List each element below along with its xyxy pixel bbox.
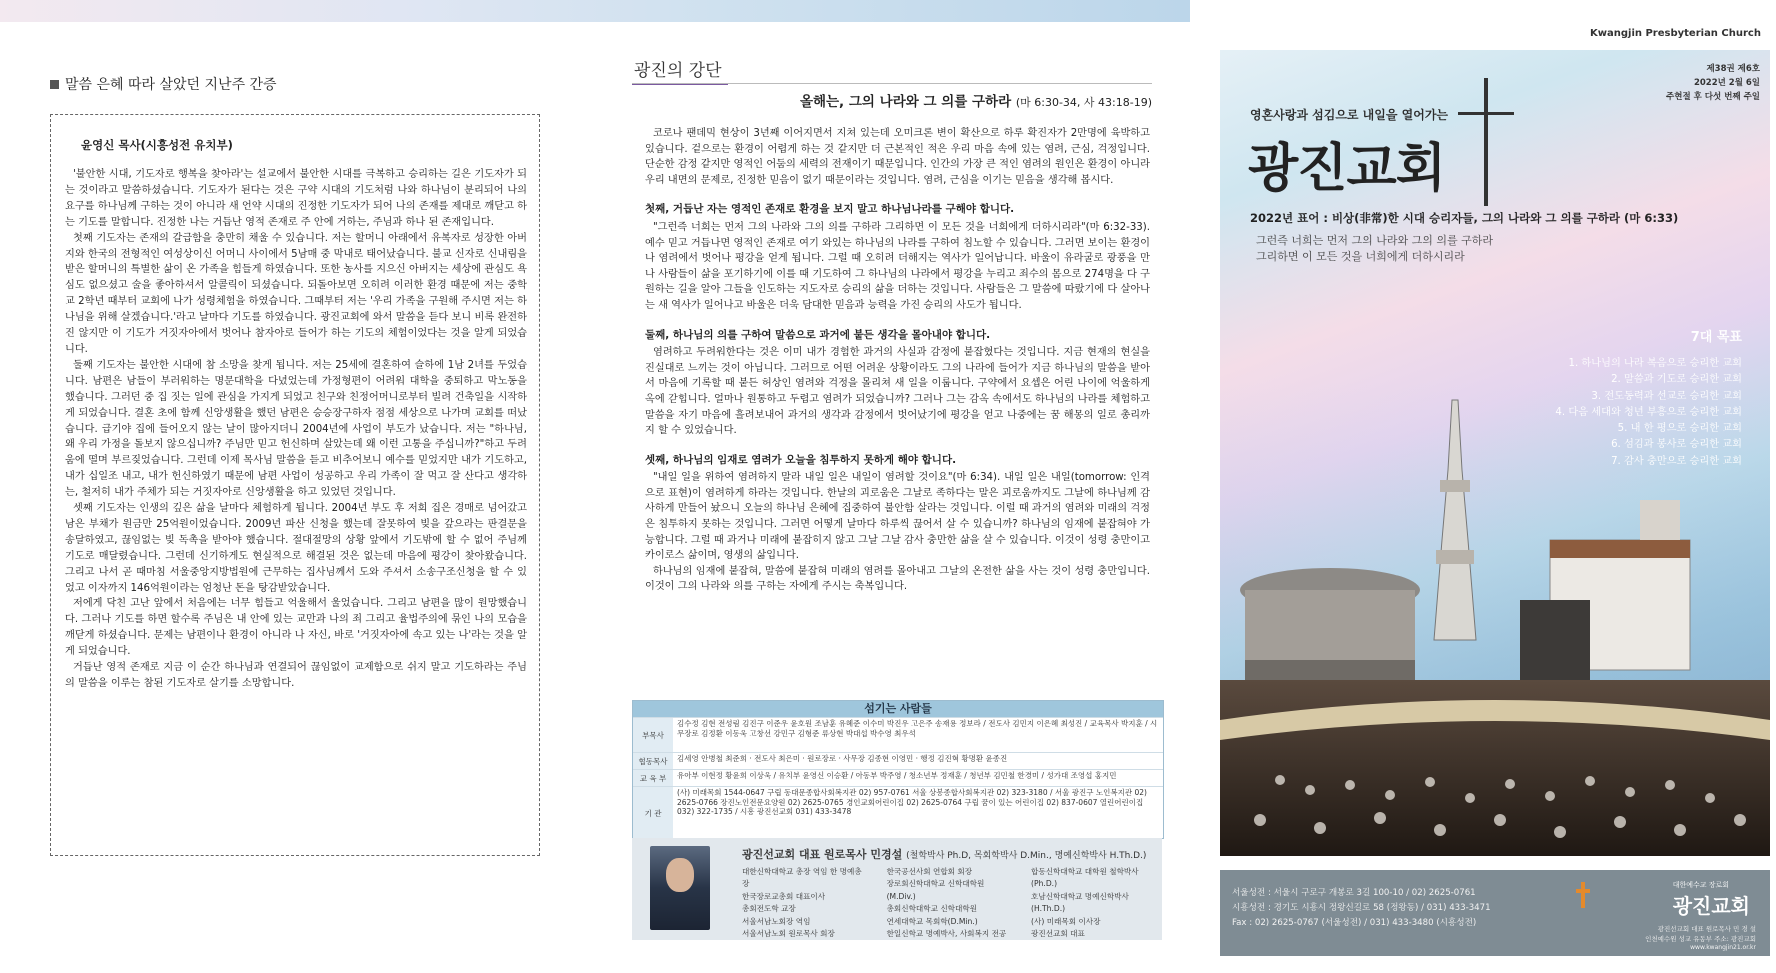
verse-line: 그런즉 너희는 먼저 그의 나라와 그의 의를 구하라 [1256,234,1493,247]
pastor-career-col [887,866,1011,940]
staff-row-value: 유아부 이현정 황윤희 이상욱 / 유치부 윤영신 이승환 / 아동부 박주영 / 청소년부 정재훈 / 청년부 김민철 한경미 / 성가대 조영섭 홍지민 [677,771,1117,780]
career-item: (사) 미래목회 이사장 [1031,916,1101,926]
career-item: 연세대학교 목회학(D.Min.) [886,916,978,926]
sermon-title-text: 올해는, 그의 나라와 그 의를 구하라 [799,94,1012,110]
church-slogan: 영혼사랑과 섬김으로 내일을 열어가는 [1250,108,1449,122]
sermon-point-heading: 둘째, 하나님의 의를 구하여 말씀으로 과거에 붙든 생각을 몰아내야 합니다. [645,328,991,341]
church-name: 광진교회 [1248,139,1445,199]
issue-volume: 제38권 제6호 [1706,64,1760,74]
goal-item: 3. 전도동력과 선교로 승리한 교회 [1591,390,1742,402]
footer-logo-denomination: 대한예수교 장로회 [1672,881,1730,889]
goal-item: 4. 다음 세대와 청년 부흥으로 승리한 교회 [1555,406,1742,418]
testimony-box [50,114,540,856]
staff-row-label: 부목사 [633,718,673,752]
verse-line: 그리하면 이 모든 것을 너희에게 더하시리라 [1256,250,1465,263]
career-item: 광진선교회 대표 [1031,929,1085,939]
career-item: 총회신학대학교 신학대학원 [886,904,978,914]
address-line: 시흥성전 : 경기도 시흥시 정왕신길로 58 (정왕동) / 031) 433-3471 [1232,903,1491,913]
sermon-title [632,90,1152,110]
pastor-name [742,846,1146,862]
issue-info [1666,62,1760,104]
staff-row [633,786,1163,839]
square-bullet-icon [50,80,59,89]
key-verse [1256,233,1493,265]
sermon-point-text: 하나님의 임재에 붙잡혀, 말씀에 붙잡혀 미래의 염려를 몰아내고 그날의 온전한 삶을 사는 것이 성령 충만입니다. 이것이 그의 나라와 의를 구하는 자에게 주시는 축복입니다. [645,565,1150,593]
career-item: 한국공선사회 연합회 회장 [886,867,973,876]
church-addresses [1232,886,1491,931]
sermon-point-text: 염려하고 두려워한다는 것은 이미 내가 경험한 과거의 사실과 감정에 붙잡혔다는 것입니다. 지금 현재의 현실을 진실대로 느끼는 것이 아닙니다. 그러므로 어떤 어려운 상황이라도 그의 나라에 들어가 지금 하나님의 말씀을 받아서 마음에 기록할 때 붙든 허상인 염려와 걱정을 몰리쳐 새 일을 이룹니다. 구약에서 요셉은 어린 나이에 억울하게 옥에 갇힙니다. 얼마나 원통하고 두렵고 염려가 되었습니까? 그러나 그는 감옥 속에서도 하나님의 나라를 체험하고 말씀을 자기 마음에 흘려보내어 과거의 생각과 감정에서 벗어났기에 평강을 얻고 나중에는 꿈 해몽의 일로 총리까지 할 수 있었습니다. [645,347,1150,437]
staff-row-label: 협동목사 [633,753,673,769]
career-item: 서울서남노회장 역임 [742,916,811,926]
career-item: 합동신학대학교 대학원 철학박사(Ph.D.) [1031,867,1139,889]
sermon-point-heading: 첫째, 거듭난 자는 영적인 존재로 환경을 보지 말고 하나님나라를 구해야 합니다. [645,203,1015,216]
cross-icon-bar [1458,112,1514,115]
testimony-paragraph: 셋째 기도자는 인생의 깊은 삶을 날마다 체험하게 됩니다. 2004년 부도 후 저희 집은 경매로 넘어갔고 남은 부채가 원금만 25억원이었습니다. 2009년 파산 신청을 했는데 잘못하여 빚을 갚으라는 판결문을 송달하였고, 끊임없는 빚 독촉을 받아야 했습니다. 절대절망의 상황 앞에서 기도밖에 할 수 없어 주님께 기도로 매달렸습니다. 그런데 신기하게도 현실적으로 해결된 것은 없는데 마음에 평강이 찾아왔습니다. 그리고 나서 곧 때마침 서울중앙지방법원에 근무하는 집사님께서 도와 주셔서 소송구조신청을 할 수 있었고 이자까지 146억원이라는 엄청난 돈을 탕감받았습니다. [65,503,527,594]
career-item: 총회전도학 교장 [742,904,796,914]
sermon-section-title: 광진의 강단 [632,56,728,85]
footer-logo-sub-line: 인천예수원 성교 유동부 주소: 광진교회 [1645,935,1756,943]
staff-row [633,717,1163,752]
career-item: 대한신학대학교 총장 역임 한 명예총장 [742,867,862,889]
staff-row [633,752,1163,769]
pastor-career-col [1031,866,1162,940]
goals-title: 7대 목표 [1690,330,1742,345]
career-item: 한국장로교총회 대표이사 [742,891,826,901]
footer-logo-name: 광진교회 [1672,894,1750,918]
pastor-career [742,866,1162,940]
footer-logo-sub [1645,924,1756,944]
goal-item: 6. 섬김과 봉사로 승리한 교회 [1611,439,1742,451]
goal-item: 5. 내 한 평으로 승리한 교회 [1617,423,1742,435]
staff-row-value: 김세영 안병철 최준희 · 전도사 최은미 · 원로장로 · 사무장 김종현 이영민 · 행정 김진혁 황명환 윤종진 [677,754,1008,763]
pastor-profile [632,838,1162,940]
pastor-career-col [742,866,867,940]
career-item: 장로회신학대학교 신학대학원(M.Div.) [886,879,985,901]
staff-table-title: 섬기는 사람들 [633,701,1163,717]
church-footer [1220,870,1770,956]
sermon-section-header [632,56,1152,85]
staff-row-value: (사) 미래목회 1544-0647 구립 동대문종합사회복지관 02) 957-0761 서울 상봉종합사회복지관 02) 323-3180 / 서울 광진구 노인복지관 02) 2625-0766 장진노인전문요양원 02) 2625-0765 경인교회어린이집 02) 2625-0764 구립 꿈이 있는 어린이집 02) 837-0607 열린어린이집 032) 322-1735 / 시흥 광진선교회 031) 433-3478 [677,788,1147,816]
top-gradient-bar [0,0,1190,22]
goal-item: 1. 하나님의 나라 복음으로 승리한 교회 [1568,358,1742,369]
staff-table [632,700,1164,839]
issue-liturgical-day: 주현절 후 다섯 번째 주일 [1666,92,1760,102]
footer-logo [1673,880,1750,919]
testimony-paragraph: '불안한 시대, 기도자로 행복을 찾아라'는 설교에서 불안한 시대를 극복하고 승리하는 길은 기도자가 되는 것이라고 말씀하셨습니다. 기도자가 된다는 것은 구약 시대의 기도처럼 나와 하나님이 분리되어 나의 요구를 하나님께 구하는 것이 아니라 새 언약 시대의 진정한 기도자가 되어 나의 존재를 제대로 깨닫고 하는 기도를 말합니다. 진정한 나는 거듭난 영적 존재로 주 안에 거하는, 주님과 하나 된 존재입니다. [65,169,527,228]
sermon-point-heading: 셋째, 하나님의 임재로 염려가 오늘을 침투하지 못하게 해야 합니다. [645,453,957,466]
footer-website[interactable]: www.kwangjin21.or.kr [1690,944,1756,951]
career-item: 서울서남노회 원로목사 회장 [742,929,835,939]
goal-item: 2. 말씀과 기도로 승리한 교회 [1611,374,1742,386]
pastor-photo [650,846,710,930]
testimony-body [65,167,527,692]
staff-row-label: 기 관 [633,787,673,839]
divider [632,83,1152,84]
goals-list [1555,356,1742,470]
cover-panel [1220,50,1770,856]
cross-icon [1484,78,1488,206]
goal-item: 7. 감사 충만으로 승리한 교회 [1611,455,1742,467]
footer-logo-sub-line: 광진선교회 대표 원로목사 민 경 설 [1657,925,1756,933]
year-motto: 2022년 표어 : 비상(非常)한 시대 승리자들, 그의 나라와 그 의를 구하라 (마 6:33) [1250,211,1679,225]
career-item: 한일신학교 명예박사, 사회복지 전공 [886,929,1007,939]
church-logo-icon [1576,882,1590,908]
sermon-intro: 코로나 팬데믹 현상이 3년째 이어지면서 지쳐 있는데 오미크론 변이 확산으로 하루 확진자가 2만명에 육박하고 있습니다. 겉으로는 환경이 어렵게 하는 것 같지만 더 근본적인 적은 우리 마음 속에 있는 염려, 근심, 걱정입니다. 단순한 감정 같지만 영적인 어둠의 세력의 전재이기 때문입니다. 인간의 가장 큰 적인 염려의 원인은 환경이 아니라 우리 내면의 문제로, 진정한 믿음이 없기 때문이라는 것입니다. 염려, 근심을 이기는 믿음을 생각해 봅시다. [645,128,1150,186]
staff-row [633,769,1163,786]
staff-row-value: 김수정 김현 전성림 김진구 이준우 윤호원 조남훈 유혜준 이수미 박진우 고은주 송재용 정보라 / 전도사 김민지 이은혜 최성진 / 교육목사 박지훈 / 시무장로 김정환 이동욱 고창선 강민구 김형준 류상현 박대섭 박수영 최우석 [677,719,1158,738]
testimony-paragraph: 둘째 기도자는 불안한 시대에 참 소망을 찾게 됩니다. 저는 25세에 결혼하여 슬하에 1남 2녀를 두었습니다. 남편은 남들이 부러워하는 명문대학을 다녔었는데 가정형편이 어려워 대학을 중퇴하고 막노동을 했습니다. 그러던 중 집 짓는 일에 관심을 가지게 되었고 친구와 친정어머니로부터 빌려 건축일을 시작하게 되었습니다. 결혼 초에 함께 신앙생활을 했던 남편은 승승장구하자 점점 세상으로 나가며 교회를 떠났습니다. 급기야 집에 들어오지 않는 날이 많아지더니 2004년에 사업이 부도가 났습니다. 저는 "하나님, 왜 우리 가정을 돌보지 않으십니까? 주님만 믿고 헌신하며 살았는데 왜 이런 고통을 주십니까?"하고 두려움에 떨며 부르짖었습니다. 그런데 이제 목사님 말씀을 듣고 비추어보니 예수를 믿었지만 내가 기도하고, 내가 십일조 내고, 내가 헌신하였기 때문에 남편 사업이 성공하고 우리 가족이 잘 먹고 잘 산다고 생각하는, 철저히 내가 주체가 되는 거짓자아로 신앙생활을 하고 있었던 것입니다. [65,359,527,499]
testimony-section-title: 말씀 은혜 따라 살았던 지난주 간증 [65,77,277,93]
testimony-paragraph: 첫째 기도자는 존재의 갈급함을 충만히 채울 수 있습니다. 저는 할머니 아래에서 유복자로 성장한 아버지와 한국의 전형적인 여성상이신 어머니 사이에서 5남매 중 막내로 태어났습니다. 불교 신자로 신내림을 받은 할머니의 특별한 삶이 온 가족을 힘들게 하였습니다. 또한 농사를 지으신 아버지는 세상에 관심도 욕심도 없으셨고 술을 좋아하셔서 알콜릭이 되셨습니다. 되돌아보면 오히려 이러한 환경 때문에 저는 중학교 2학년 때부터 교회에 나가 성령체험을 하였습니다. 그때부터 저는 '우리 가족을 구원해 주시면 저는 하나님을 위해 살겠습니다.'라고 날마다 기도를 하였습니다. 광진교회에 와서 말씀을 듣다 보니 비록 완전하진 않지만 이 기도가 거짓자아에서 벗어나 참자아로 들어가 하는 기도의 체험이었다는 것을 알게 되었습니다. [65,232,527,355]
testimony-section-header [50,74,550,94]
address-line: Fax : 02) 2625-0767 (서울성전) / 031) 433-3480 (시흥성전) [1232,918,1477,928]
address-line: 서울성전 : 서울시 구로구 개봉로 3길 100-10 / 02) 2625-0761 [1232,888,1476,898]
testimony-paragraph: 거듭난 영적 존재로 지금 이 순간 하나님과 연결되어 끊임없이 교제함으로 쉬지 말고 기도하라는 주님의 말씀을 이루는 참된 기도자로 살기를 소망합니다. [65,662,527,689]
testimony-paragraph: 저에게 닥친 고난 앞에서 처음에는 너무 힘들고 억울해서 울었습니다. 그리고 남편을 많이 원망했습니다. 그러나 기도를 하면 할수록 주님은 내 안에 있는 교만과 나의 죄 그리고 율법주의에 묶인 나의 모습을 깨닫게 하셨습니다. 문제는 남편이나 환경이 아니라 나 자신, 바로 '거짓자아에 속고 있는 나'라는 것을 알게 되었습니다. [65,598,527,658]
pastor-degrees: (철학박사 Ph.D, 목회학박사 D.Min., 명예신학박사 H.Th.D.) [906,851,1147,861]
sermon-reference: (마 6:30-34, 사 43:18-19) [1015,96,1152,109]
staff-row-label: 교 육 부 [633,770,673,786]
pastor-face [666,858,694,892]
sermon-point-text: "그런즉 너희는 먼저 그의 나라와 그의 의를 구하라 그리하면 이 모든 것을 너희에게 더하시리라"(마 6:32-33). 예수 믿고 거듭나면 영적인 존재로 여기 와있는 하나님의 나라를 구하여 침노할 수 있습니다. 그러면 보이는 환경이나 염려에서 벗어나 평강을 얻게 됩니다. 그럴 때 오히려 더해지는 역사가 일어납니다. 바울이 유라굴로 광풍을 만나 사람들이 삶을 포기하기에 이를 때 기도하여 그 하나님의 나라에서 평강을 누리고 죄수의 몸으로 274명을 다 구원하는 길을 알아 그들을 인도하는 지도자로 승리의 삶을 더하는 것입니다. 사람들은 그 말씀에 따랐기에 다 살아나는 새 역사가 일어나고 바울은 더욱 담대한 믿음과 능력을 가진 승리의 사도가 됩니다. [645,221,1150,311]
pastor-name-text: 광진선교회 대표 원로목사 민경설 [742,848,903,861]
career-item: 호남신학대학교 명예신학박사(H.Th.D.) [1031,891,1129,914]
sermon-body [645,126,1150,595]
sermon-point-text: "내일 일을 위하여 염려하지 말라 내일 일은 내일이 염려할 것이요"(마 6:34). 내일 일은 내일(tomorrow: 인격으로 표현)이 염려하게 하라는 것입니다. 한날의 괴로움은 그날로 족하다는 말은 괴로움까지도 그날에 하나님께 감사하게 만들어 놨으니 오늘의 하나님 은혜에 집중하여 불안함 살라는 것입니다. 이럴 때 과거의 염려와 미래의 걱정은 침투하지 못하는 것입니다. 그러면 어떻게 날마다 하루씩 끊어서 살 수 있습니까? 하나님의 임재에 붙잡혀야 가능합니다. 그럴 때 과거나 미래에 붙잡히지 않고 그날 그날 감사 충만한 삶을 살 수 있습니다. 이것이 성령 충만이고 카이로스 삶이며, 영생의 삶입니다. [645,472,1150,562]
testimony-author: 윤영신 목사(시흥성전 유치부) [81,138,233,152]
church-english-name: Kwangjin Presbyterian Church [1590,28,1761,39]
issue-date: 2022년 2월 6일 [1693,78,1760,88]
